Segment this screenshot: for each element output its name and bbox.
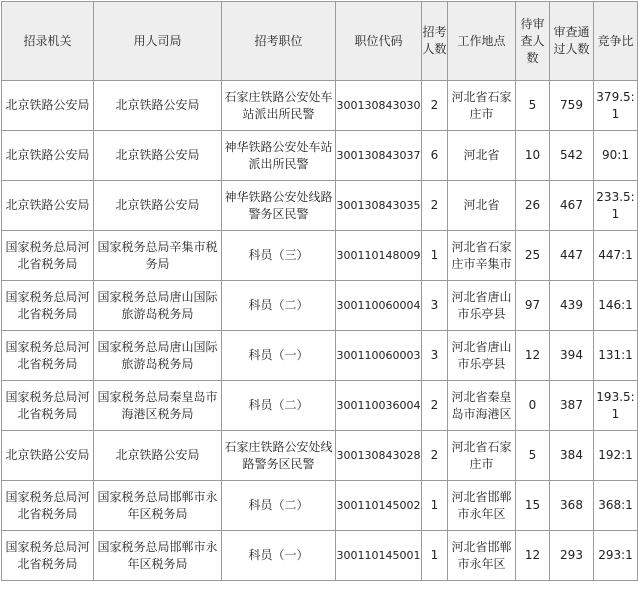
table-row [2, 531, 638, 581]
header-pending-review: 待审查人数 [516, 2, 550, 81]
cell-headcount: 1 [422, 531, 448, 581]
cell-recruiting-agency: 国家税务总局河北省税务局 [2, 381, 94, 431]
cell-competition-ratio: 233.5:1 [594, 181, 638, 231]
cell-position-code: 300110060003 [336, 331, 422, 381]
table-row [2, 131, 638, 181]
cell-hiring-department: 北京铁路公安局 [94, 431, 222, 481]
cell-headcount: 2 [422, 431, 448, 481]
cell-competition-ratio: 192:1 [594, 431, 638, 481]
cell-pending-review: 0 [516, 381, 550, 431]
table-body [2, 81, 638, 581]
cell-passed-review: 387 [550, 381, 594, 431]
header-work-location: 工作地点 [448, 2, 516, 81]
cell-hiring-department: 国家税务总局辛集市税务局 [94, 231, 222, 281]
cell-headcount: 3 [422, 331, 448, 381]
cell-headcount: 1 [422, 481, 448, 531]
cell-recruiting-agency: 国家税务总局河北省税务局 [2, 531, 94, 581]
cell-position-code: 300110145001 [336, 531, 422, 581]
cell-work-location: 河北省 [448, 181, 516, 231]
cell-position: 石家庄铁路公安处车站派出所民警 [222, 81, 336, 131]
cell-work-location: 河北省 [448, 131, 516, 181]
header-hiring-department: 用人司局 [94, 2, 222, 81]
cell-competition-ratio: 90:1 [594, 131, 638, 181]
table-row [2, 181, 638, 231]
cell-hiring-department: 国家税务总局邯郸市永年区税务局 [94, 531, 222, 581]
cell-work-location: 河北省邯郸市永年区 [448, 481, 516, 531]
cell-work-location: 河北省唐山市乐亭县 [448, 331, 516, 381]
cell-pending-review: 12 [516, 331, 550, 381]
cell-pending-review: 25 [516, 231, 550, 281]
cell-recruiting-agency: 国家税务总局河北省税务局 [2, 331, 94, 381]
cell-competition-ratio: 368:1 [594, 481, 638, 531]
header-position-code: 职位代码 [336, 2, 422, 81]
cell-position-code: 300110148009 [336, 231, 422, 281]
cell-position: 科员（三） [222, 231, 336, 281]
cell-headcount: 6 [422, 131, 448, 181]
cell-headcount: 3 [422, 281, 448, 331]
cell-passed-review: 293 [550, 531, 594, 581]
cell-hiring-department: 北京铁路公安局 [94, 81, 222, 131]
cell-pending-review: 5 [516, 81, 550, 131]
cell-work-location: 河北省石家庄市 [448, 81, 516, 131]
cell-passed-review: 467 [550, 181, 594, 231]
cell-recruiting-agency: 北京铁路公安局 [2, 431, 94, 481]
header-headcount: 招考人数 [422, 2, 448, 81]
header-passed-review: 审查通过人数 [550, 2, 594, 81]
cell-passed-review: 384 [550, 431, 594, 481]
table-row [2, 481, 638, 531]
cell-position: 神华铁路公安处线路警务区民警 [222, 181, 336, 231]
cell-work-location: 河北省石家庄市 [448, 431, 516, 481]
cell-position: 石家庄铁路公安处线路警务区民警 [222, 431, 336, 481]
cell-work-location: 河北省邯郸市永年区 [448, 531, 516, 581]
cell-work-location: 河北省石家庄市辛集市 [448, 231, 516, 281]
cell-passed-review: 368 [550, 481, 594, 531]
cell-position-code: 300130843037 [336, 131, 422, 181]
cell-passed-review: 759 [550, 81, 594, 131]
cell-recruiting-agency: 北京铁路公安局 [2, 181, 94, 231]
cell-competition-ratio: 146:1 [594, 281, 638, 331]
cell-hiring-department: 国家税务总局唐山国际旅游岛税务局 [94, 281, 222, 331]
cell-headcount: 1 [422, 231, 448, 281]
cell-position-code: 300110060004 [336, 281, 422, 331]
table-row [2, 231, 638, 281]
cell-passed-review: 439 [550, 281, 594, 331]
cell-recruiting-agency: 国家税务总局河北省税务局 [2, 281, 94, 331]
cell-competition-ratio: 193.5:1 [594, 381, 638, 431]
cell-position: 科员（二） [222, 481, 336, 531]
cell-competition-ratio: 379.5:1 [594, 81, 638, 131]
header-recruiting-agency: 招录机关 [2, 2, 94, 81]
cell-position-code: 300130843035 [336, 181, 422, 231]
header-position: 招考职位 [222, 2, 336, 81]
cell-passed-review: 447 [550, 231, 594, 281]
header-row [2, 2, 638, 81]
cell-hiring-department: 北京铁路公安局 [94, 131, 222, 181]
cell-recruiting-agency: 北京铁路公安局 [2, 81, 94, 131]
cell-pending-review: 10 [516, 131, 550, 181]
cell-pending-review: 12 [516, 531, 550, 581]
cell-competition-ratio: 293:1 [594, 531, 638, 581]
table-row [2, 431, 638, 481]
cell-position: 神华铁路公安处车站派出所民警 [222, 131, 336, 181]
cell-position-code: 300130843030 [336, 81, 422, 131]
recruitment-table-container [1, 1, 638, 581]
cell-hiring-department: 国家税务总局秦皇岛市海港区税务局 [94, 381, 222, 431]
cell-headcount: 2 [422, 381, 448, 431]
cell-position: 科员（一） [222, 331, 336, 381]
cell-recruiting-agency: 国家税务总局河北省税务局 [2, 231, 94, 281]
cell-recruiting-agency: 国家税务总局河北省税务局 [2, 481, 94, 531]
cell-pending-review: 26 [516, 181, 550, 231]
cell-recruiting-agency: 北京铁路公安局 [2, 131, 94, 181]
cell-pending-review: 97 [516, 281, 550, 331]
recruitment-table [1, 1, 638, 581]
cell-position-code: 300130843028 [336, 431, 422, 481]
cell-headcount: 2 [422, 181, 448, 231]
cell-pending-review: 15 [516, 481, 550, 531]
cell-competition-ratio: 131:1 [594, 331, 638, 381]
cell-hiring-department: 国家税务总局邯郸市永年区税务局 [94, 481, 222, 531]
table-row [2, 281, 638, 331]
cell-passed-review: 542 [550, 131, 594, 181]
table-row [2, 331, 638, 381]
cell-passed-review: 394 [550, 331, 594, 381]
cell-competition-ratio: 447:1 [594, 231, 638, 281]
table-row [2, 381, 638, 431]
cell-position: 科员（二） [222, 281, 336, 331]
cell-pending-review: 5 [516, 431, 550, 481]
cell-position-code: 300110145002 [336, 481, 422, 531]
cell-position-code: 300110036004 [336, 381, 422, 431]
cell-hiring-department: 国家税务总局唐山国际旅游岛税务局 [94, 331, 222, 381]
cell-hiring-department: 北京铁路公安局 [94, 181, 222, 231]
table-row [2, 81, 638, 131]
cell-work-location: 河北省秦皇岛市海港区 [448, 381, 516, 431]
cell-headcount: 2 [422, 81, 448, 131]
header-competition-ratio: 竞争比 [594, 2, 638, 81]
cell-position: 科员（一） [222, 531, 336, 581]
cell-position: 科员（二） [222, 381, 336, 431]
cell-work-location: 河北省唐山市乐亭县 [448, 281, 516, 331]
